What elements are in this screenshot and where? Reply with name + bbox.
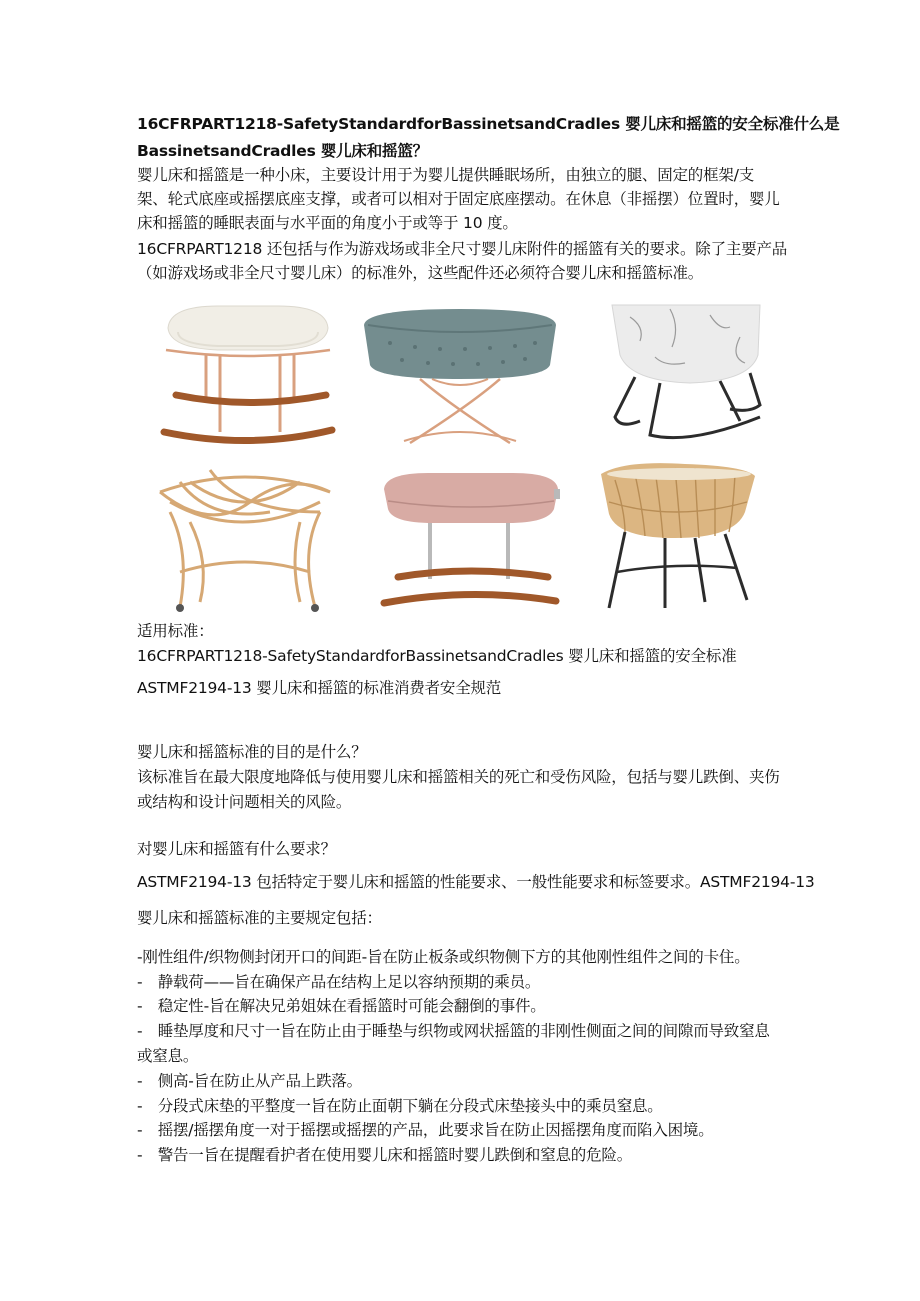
provision-item: -刚性组件/织物侧封闭开口的间距-旨在防止板条或织物侧下方的其他刚性组件之间的卡住。 xyxy=(137,948,750,966)
marble-bassinet-metal-rockers xyxy=(600,297,770,447)
intro-line: 床和摇篮的睡眠表面与水平面的角度小于或等于 10 度。 xyxy=(137,214,518,232)
purpose-question: 婴儿床和摇篮标准的目的是什么？ xyxy=(137,743,367,761)
requirements-question: 对婴儿床和摇篮有什么要求？ xyxy=(137,840,336,858)
standard-item: ASTMF2194-13 婴儿床和摇篮的标准消费者安全规范 xyxy=(137,679,502,697)
provision-item: - 分段式床垫的平整度一旨在防止面朝下躺在分段式床垫接头中的乘员窒息。 xyxy=(137,1097,663,1115)
provision-item-continuation: 或窒息。 xyxy=(137,1047,199,1065)
intro-line: 婴儿床和摇篮是一种小床，主要设计用于为婴儿提供睡眠场所，由独立的腿、固定的框架/支 xyxy=(137,166,755,184)
provision-item: - 静载荷——旨在确保产品在结构上足以容纳预期的乘员。 xyxy=(137,973,541,991)
provision-item: - 侧高-旨在防止从产品上跌落。 xyxy=(137,1072,362,1090)
purpose-answer-line: 或结构和设计问题相关的风险。 xyxy=(137,793,352,811)
requirements-answer: ASTMF2194-13 包括特定于婴儿床和摇篮的性能要求、一般性能要求和标签要求。ASTMF2194-13 xyxy=(137,873,815,891)
standard-item: 16CFRPART1218-SafetyStandardforBassinetsandCradles 婴儿床和摇篮的安全标准 xyxy=(137,647,737,665)
white-bassinet-wood-rockers xyxy=(158,300,338,448)
provision-item: - 警告一旨在提醒看护者在使用婴儿床和摇篮时婴儿跌倒和窒息的危险。 xyxy=(137,1146,632,1164)
applicable-standards-heading: 适用标准： xyxy=(137,622,214,640)
doc-title-line-1: 16CFRPART1218-SafetyStandardforBassinetsandCradles 婴儿床和摇篮的安全标准什么是 xyxy=(137,115,840,133)
purpose-answer-line: 该标准旨在最大限度地降低与使用婴儿床和摇篮相关的死亡和受伤风险，包括与婴儿跌倒、夹伤 xyxy=(137,768,780,786)
rattan-cradle-wheels xyxy=(150,462,340,615)
bassinet-image-gallery xyxy=(150,297,780,615)
pink-bassinet-wood-rockers xyxy=(378,469,563,615)
tufted-grey-bassinet-x-base xyxy=(360,305,560,447)
intro-line: （如游戏场或非全尺寸婴儿床）的标准外，这些配件还必须符合婴儿床和摇篮标准。 xyxy=(137,264,704,282)
main-provisions-heading: 婴儿床和摇篮标准的主要规定包括： xyxy=(137,909,382,927)
provision-item: - 睡垫厚度和尺寸一旨在防止由于睡垫与织物或网状摇篮的非刚性侧面之间的间隙而导致窒息 xyxy=(137,1022,770,1040)
provision-item: - 摇摆/摇摆角度一对于摇摆或摇摆的产品，此要求旨在防止因摇摆角度而陷入困境。 xyxy=(137,1121,714,1139)
doc-title-line-2: BassinetsandCradles 婴儿床和摇篮？ xyxy=(137,142,428,160)
provision-item: - 稳定性-旨在解决兄弟姐妹在看摇篮时可能会翻倒的事件。 xyxy=(137,997,546,1015)
wicker-basket-metal-stand xyxy=(595,462,760,612)
intro-line: 架、轮式底座或摇摆底座支撑，或者可以相对于固定底座摆动。在休息（非摇摆）位置时，婴儿 xyxy=(137,190,780,208)
intro-line: 16CFRPART1218 还包括与作为游戏场或非全尺寸婴儿床附件的摇篮有关的要求。除了主要产品 xyxy=(137,240,788,258)
